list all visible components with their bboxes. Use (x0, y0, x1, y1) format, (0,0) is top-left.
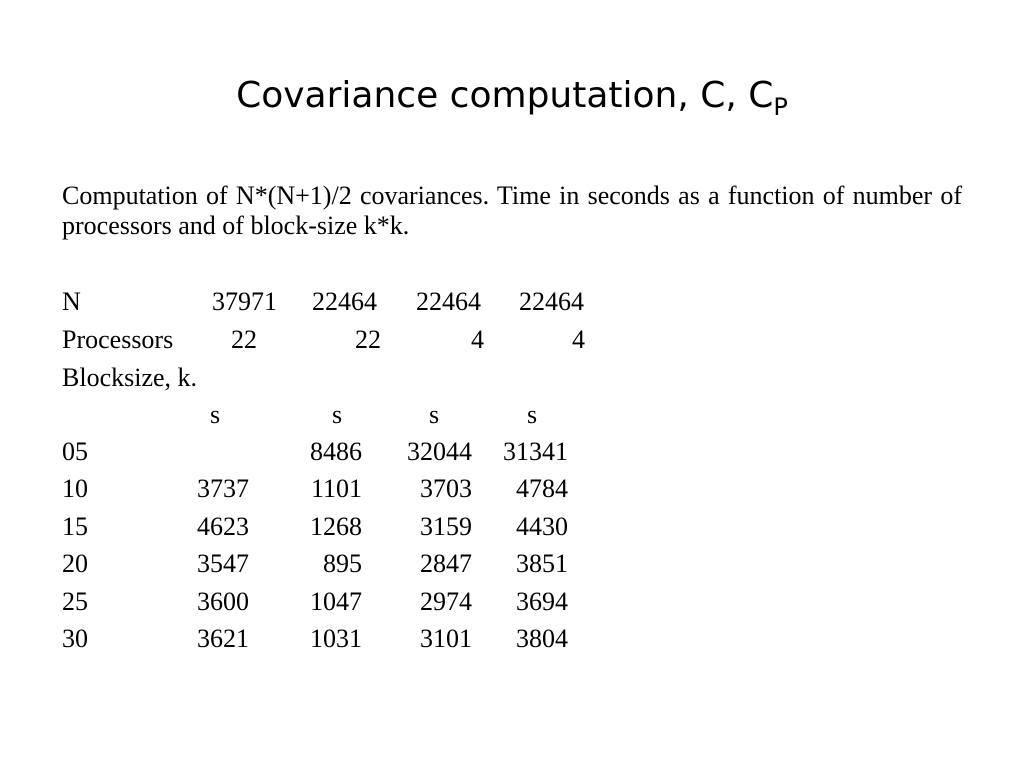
n-label: N (62, 287, 81, 316)
processors-value-1: 22 (231, 325, 257, 354)
blocksize-label: Blocksize, k. (62, 363, 198, 392)
time-procs4-n22464-b: 4430 (516, 512, 568, 541)
n-row (62, 284, 662, 320)
unit-4: s (527, 400, 538, 429)
time-procs4-n22464-a: 3703 (420, 474, 472, 503)
time-procs22-n22464: 1047 (310, 587, 362, 616)
time-procs4-n22464-b: 3804 (516, 624, 568, 653)
time-procs22-n22464: 1031 (310, 624, 362, 653)
time-procs4-n22464-a: 2974 (420, 587, 472, 616)
title-text: Covariance computation, C, C (236, 75, 774, 116)
n-value-2: 22464 (312, 287, 377, 316)
units-row (62, 397, 662, 433)
time-procs4-n22464-a: 32044 (407, 437, 472, 466)
table-row (62, 471, 662, 507)
title-subscript: P (773, 93, 788, 121)
time-procs4-n22464-b: 31341 (503, 437, 568, 466)
time-procs22-n37971: 3737 (197, 474, 249, 503)
processors-label: Processors (62, 325, 174, 354)
processors-value-2: 22 (355, 325, 381, 354)
blocksize-k: 30 (62, 624, 88, 653)
timing-table (62, 0, 662, 768)
n-value-1: 37971 (212, 287, 277, 316)
processors-value-4: 4 (572, 325, 585, 354)
time-procs22-n37971: 3547 (197, 549, 249, 578)
time-procs22-n22464: 1268 (310, 512, 362, 541)
n-value-4: 22464 (519, 287, 584, 316)
time-procs4-n22464-a: 2847 (420, 549, 472, 578)
time-procs22-n22464: 895 (323, 549, 362, 578)
unit-2: s (332, 400, 343, 429)
time-procs4-n22464-b: 4784 (516, 474, 568, 503)
time-procs22-n37971: 3600 (197, 587, 249, 616)
processors-value-3: 4 (471, 325, 484, 354)
time-procs22-n37971: 4623 (197, 512, 249, 541)
time-procs4-n22464-a: 3159 (420, 512, 472, 541)
table-row (62, 509, 662, 545)
unit-1: s (210, 400, 221, 429)
blocksize-k: 10 (62, 474, 88, 503)
time-procs4-n22464-b: 3694 (516, 587, 568, 616)
table-row (62, 546, 662, 582)
blocksize-k: 15 (62, 512, 88, 541)
time-procs22-n37971: 3621 (197, 624, 249, 653)
blocksize-k: 25 (62, 587, 88, 616)
time-procs4-n22464-b: 3851 (516, 549, 568, 578)
table-row (62, 434, 662, 470)
table-row (62, 584, 662, 620)
blocksize-k: 20 (62, 549, 88, 578)
intro-paragraph: Computation of N*(N+1)/2 covariances. Time in seconds as a function of number of processors and of block-size k*k. (62, 181, 962, 240)
n-value-3: 22464 (416, 287, 481, 316)
time-procs4-n22464-a: 3101 (420, 624, 472, 653)
blocksize-row (62, 360, 662, 396)
time-procs22-n22464: 8486 (310, 437, 362, 466)
processors-row (62, 322, 662, 358)
table-row (62, 621, 662, 657)
unit-3: s (429, 400, 440, 429)
blocksize-k: 05 (62, 437, 88, 466)
time-procs22-n22464: 1101 (310, 474, 362, 503)
